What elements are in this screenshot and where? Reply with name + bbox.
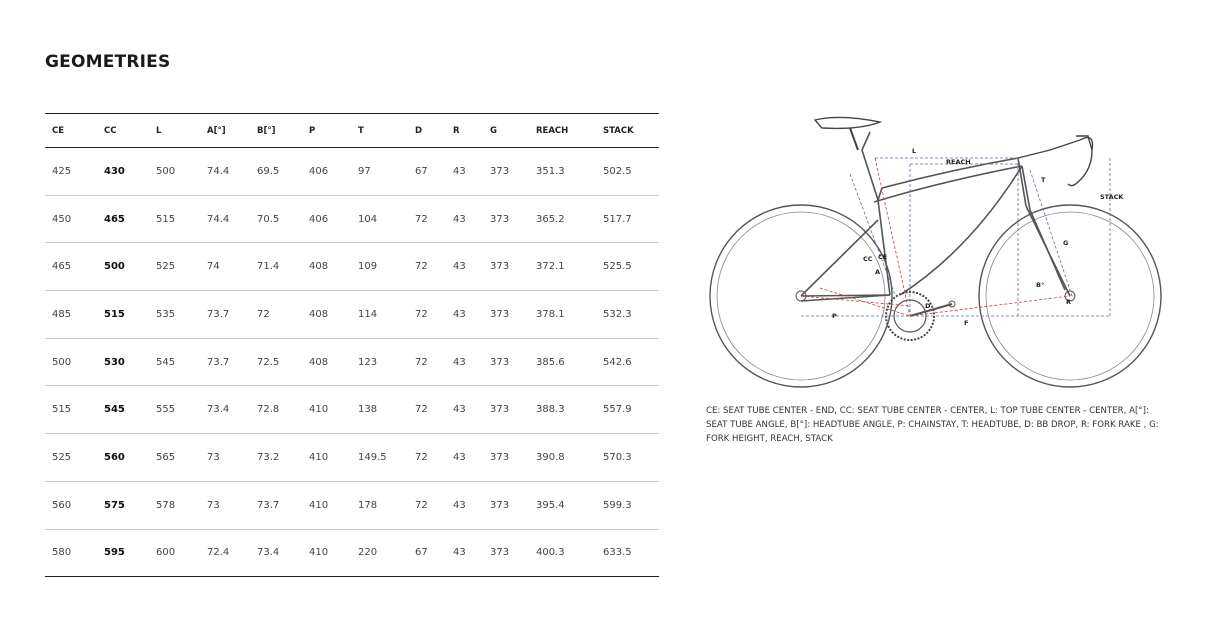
cell-a: 73.7	[200, 338, 250, 386]
table-row	[45, 434, 659, 482]
cell-p: 410	[302, 481, 351, 529]
column-header-reach: REACH	[529, 114, 596, 148]
cell-stack: 542.6	[596, 338, 659, 386]
cell-reach: 388.3	[529, 386, 596, 434]
cell-b: 72.8	[250, 386, 302, 434]
cell-reach: 395.4	[529, 481, 596, 529]
cell-cc: 545	[97, 386, 149, 434]
label-b: B°	[1036, 281, 1045, 289]
cell-l: 600	[149, 529, 200, 577]
column-header-stack: STACK	[596, 114, 659, 148]
cell-reach: 365.2	[529, 195, 596, 243]
cell-p: 408	[302, 338, 351, 386]
cell-a: 74	[200, 243, 250, 291]
table-row	[45, 243, 659, 291]
cell-r: 43	[446, 338, 483, 386]
cell-r: 43	[446, 195, 483, 243]
cell-g: 373	[483, 481, 529, 529]
table-body	[45, 148, 659, 577]
column-header-g: G	[483, 114, 529, 148]
cell-p: 410	[302, 386, 351, 434]
cell-ce: 450	[45, 195, 97, 243]
label-stack: STACK	[1100, 193, 1124, 201]
cell-d: 72	[408, 243, 446, 291]
cell-g: 373	[483, 386, 529, 434]
cell-t: 109	[351, 243, 408, 291]
label-r: R	[1066, 298, 1072, 306]
cell-p: 406	[302, 148, 351, 196]
geometry-guides	[801, 158, 1110, 316]
cell-p: 408	[302, 291, 351, 339]
cell-a: 73.7	[200, 291, 250, 339]
bike-frame	[801, 132, 1070, 301]
cell-cc: 500	[97, 243, 149, 291]
cell-g: 373	[483, 195, 529, 243]
cell-ce: 500	[45, 338, 97, 386]
cell-t: 178	[351, 481, 408, 529]
cell-l: 525	[149, 243, 200, 291]
page-title: GEOMETRIES	[45, 52, 171, 72]
label-l: L	[912, 147, 917, 155]
cell-a: 73	[200, 481, 250, 529]
column-header-p: P	[302, 114, 351, 148]
cell-stack: 517.7	[596, 195, 659, 243]
cell-ce: 560	[45, 481, 97, 529]
cell-d: 72	[408, 291, 446, 339]
cell-p: 410	[302, 529, 351, 577]
table-row	[45, 386, 659, 434]
table-header-row	[45, 114, 659, 148]
cell-b: 73.7	[250, 481, 302, 529]
cell-t: 123	[351, 338, 408, 386]
cell-reach: 372.1	[529, 243, 596, 291]
table-row	[45, 195, 659, 243]
cell-t: 149.5	[351, 434, 408, 482]
cell-cc: 575	[97, 481, 149, 529]
cell-stack: 502.5	[596, 148, 659, 196]
cell-l: 565	[149, 434, 200, 482]
cell-a: 74.4	[200, 148, 250, 196]
cell-p: 410	[302, 434, 351, 482]
label-cc: CC	[863, 255, 873, 263]
column-header-d: D	[408, 114, 446, 148]
cell-r: 43	[446, 243, 483, 291]
cell-ce: 525	[45, 434, 97, 482]
column-header-t: T	[351, 114, 408, 148]
cell-cc: 515	[97, 291, 149, 339]
cell-a: 74.4	[200, 195, 250, 243]
geometry-legend-caption: CE: SEAT TUBE CENTER - END, CC: SEAT TUBE CENTER - CENTER, L: TOP TUBE CENTER - CENTER, A[°]: SEAT TUBE ANGLE, B[°]: HEADTUBE ANGLE, P: CHAINSTAY, T: HEADTUBE, D: BB DROP, R: FORK RAKE , G: FORK HEIGHT, REACH, STACK	[706, 406, 1159, 444]
column-header-l: L	[149, 114, 200, 148]
label-f: F	[964, 319, 969, 327]
cell-t: 114	[351, 291, 408, 339]
cell-cc: 595	[97, 529, 149, 577]
cell-cc: 430	[97, 148, 149, 196]
cell-reach: 385.6	[529, 338, 596, 386]
cell-ce: 425	[45, 148, 97, 196]
column-header-ce: CE	[45, 114, 97, 148]
label-d: D	[925, 302, 931, 310]
cell-l: 515	[149, 195, 200, 243]
label-reach: REACH	[946, 158, 971, 166]
cell-b: 72	[250, 291, 302, 339]
cell-reach: 378.1	[529, 291, 596, 339]
table-row	[45, 148, 659, 196]
cell-d: 72	[408, 386, 446, 434]
cell-reach: 400.3	[529, 529, 596, 577]
cell-a: 73	[200, 434, 250, 482]
label-t: T	[1041, 176, 1046, 184]
cell-ce: 580	[45, 529, 97, 577]
cell-d: 72	[408, 481, 446, 529]
cell-p: 406	[302, 195, 351, 243]
saddle	[815, 117, 880, 150]
cell-stack: 633.5	[596, 529, 659, 577]
handlebar	[1018, 136, 1093, 186]
cell-stack: 557.9	[596, 386, 659, 434]
cell-cc: 465	[97, 195, 149, 243]
cell-r: 43	[446, 148, 483, 196]
cell-l: 535	[149, 291, 200, 339]
cell-l: 578	[149, 481, 200, 529]
column-header-b: B[°]	[250, 114, 302, 148]
cell-b: 71.4	[250, 243, 302, 291]
table-row	[45, 338, 659, 386]
table-row	[45, 291, 659, 339]
cell-l: 545	[149, 338, 200, 386]
label-a: A	[875, 268, 881, 276]
cell-d: 72	[408, 338, 446, 386]
cell-d: 72	[408, 195, 446, 243]
label-ce: CE	[878, 253, 888, 261]
cell-t: 104	[351, 195, 408, 243]
cell-a: 73.4	[200, 386, 250, 434]
cell-stack: 525.5	[596, 243, 659, 291]
cell-cc: 560	[97, 434, 149, 482]
cell-l: 500	[149, 148, 200, 196]
cell-b: 70.5	[250, 195, 302, 243]
cell-ce: 465	[45, 243, 97, 291]
column-header-r: R	[446, 114, 483, 148]
cell-r: 43	[446, 291, 483, 339]
cell-r: 43	[446, 386, 483, 434]
cell-r: 43	[446, 481, 483, 529]
cell-ce: 515	[45, 386, 97, 434]
cell-a: 72.4	[200, 529, 250, 577]
cell-d: 72	[408, 434, 446, 482]
cell-p: 408	[302, 243, 351, 291]
column-header-cc: CC	[97, 114, 149, 148]
cell-cc: 530	[97, 338, 149, 386]
column-header-a: A[°]	[200, 114, 250, 148]
cell-stack: 570.3	[596, 434, 659, 482]
cell-g: 373	[483, 243, 529, 291]
cell-stack: 532.3	[596, 291, 659, 339]
cell-b: 69.5	[250, 148, 302, 196]
cell-r: 43	[446, 434, 483, 482]
cell-r: 43	[446, 529, 483, 577]
cell-t: 138	[351, 386, 408, 434]
cell-ce: 485	[45, 291, 97, 339]
cell-g: 373	[483, 148, 529, 196]
cell-g: 373	[483, 434, 529, 482]
label-g: G	[1063, 239, 1069, 247]
cell-g: 373	[483, 291, 529, 339]
cell-g: 373	[483, 338, 529, 386]
label-p: P	[832, 312, 837, 320]
table-row	[45, 529, 659, 577]
cell-reach: 351.3	[529, 148, 596, 196]
cell-l: 555	[149, 386, 200, 434]
bike-geometry-diagram	[700, 110, 1170, 400]
cell-t: 220	[351, 529, 408, 577]
cell-b: 73.2	[250, 434, 302, 482]
cell-g: 373	[483, 529, 529, 577]
cell-d: 67	[408, 148, 446, 196]
cell-t: 97	[351, 148, 408, 196]
cell-d: 67	[408, 529, 446, 577]
cell-b: 72.5	[250, 338, 302, 386]
cell-stack: 599.3	[596, 481, 659, 529]
table-row	[45, 481, 659, 529]
geometry-table	[45, 113, 659, 577]
cell-b: 73.4	[250, 529, 302, 577]
cell-reach: 390.8	[529, 434, 596, 482]
